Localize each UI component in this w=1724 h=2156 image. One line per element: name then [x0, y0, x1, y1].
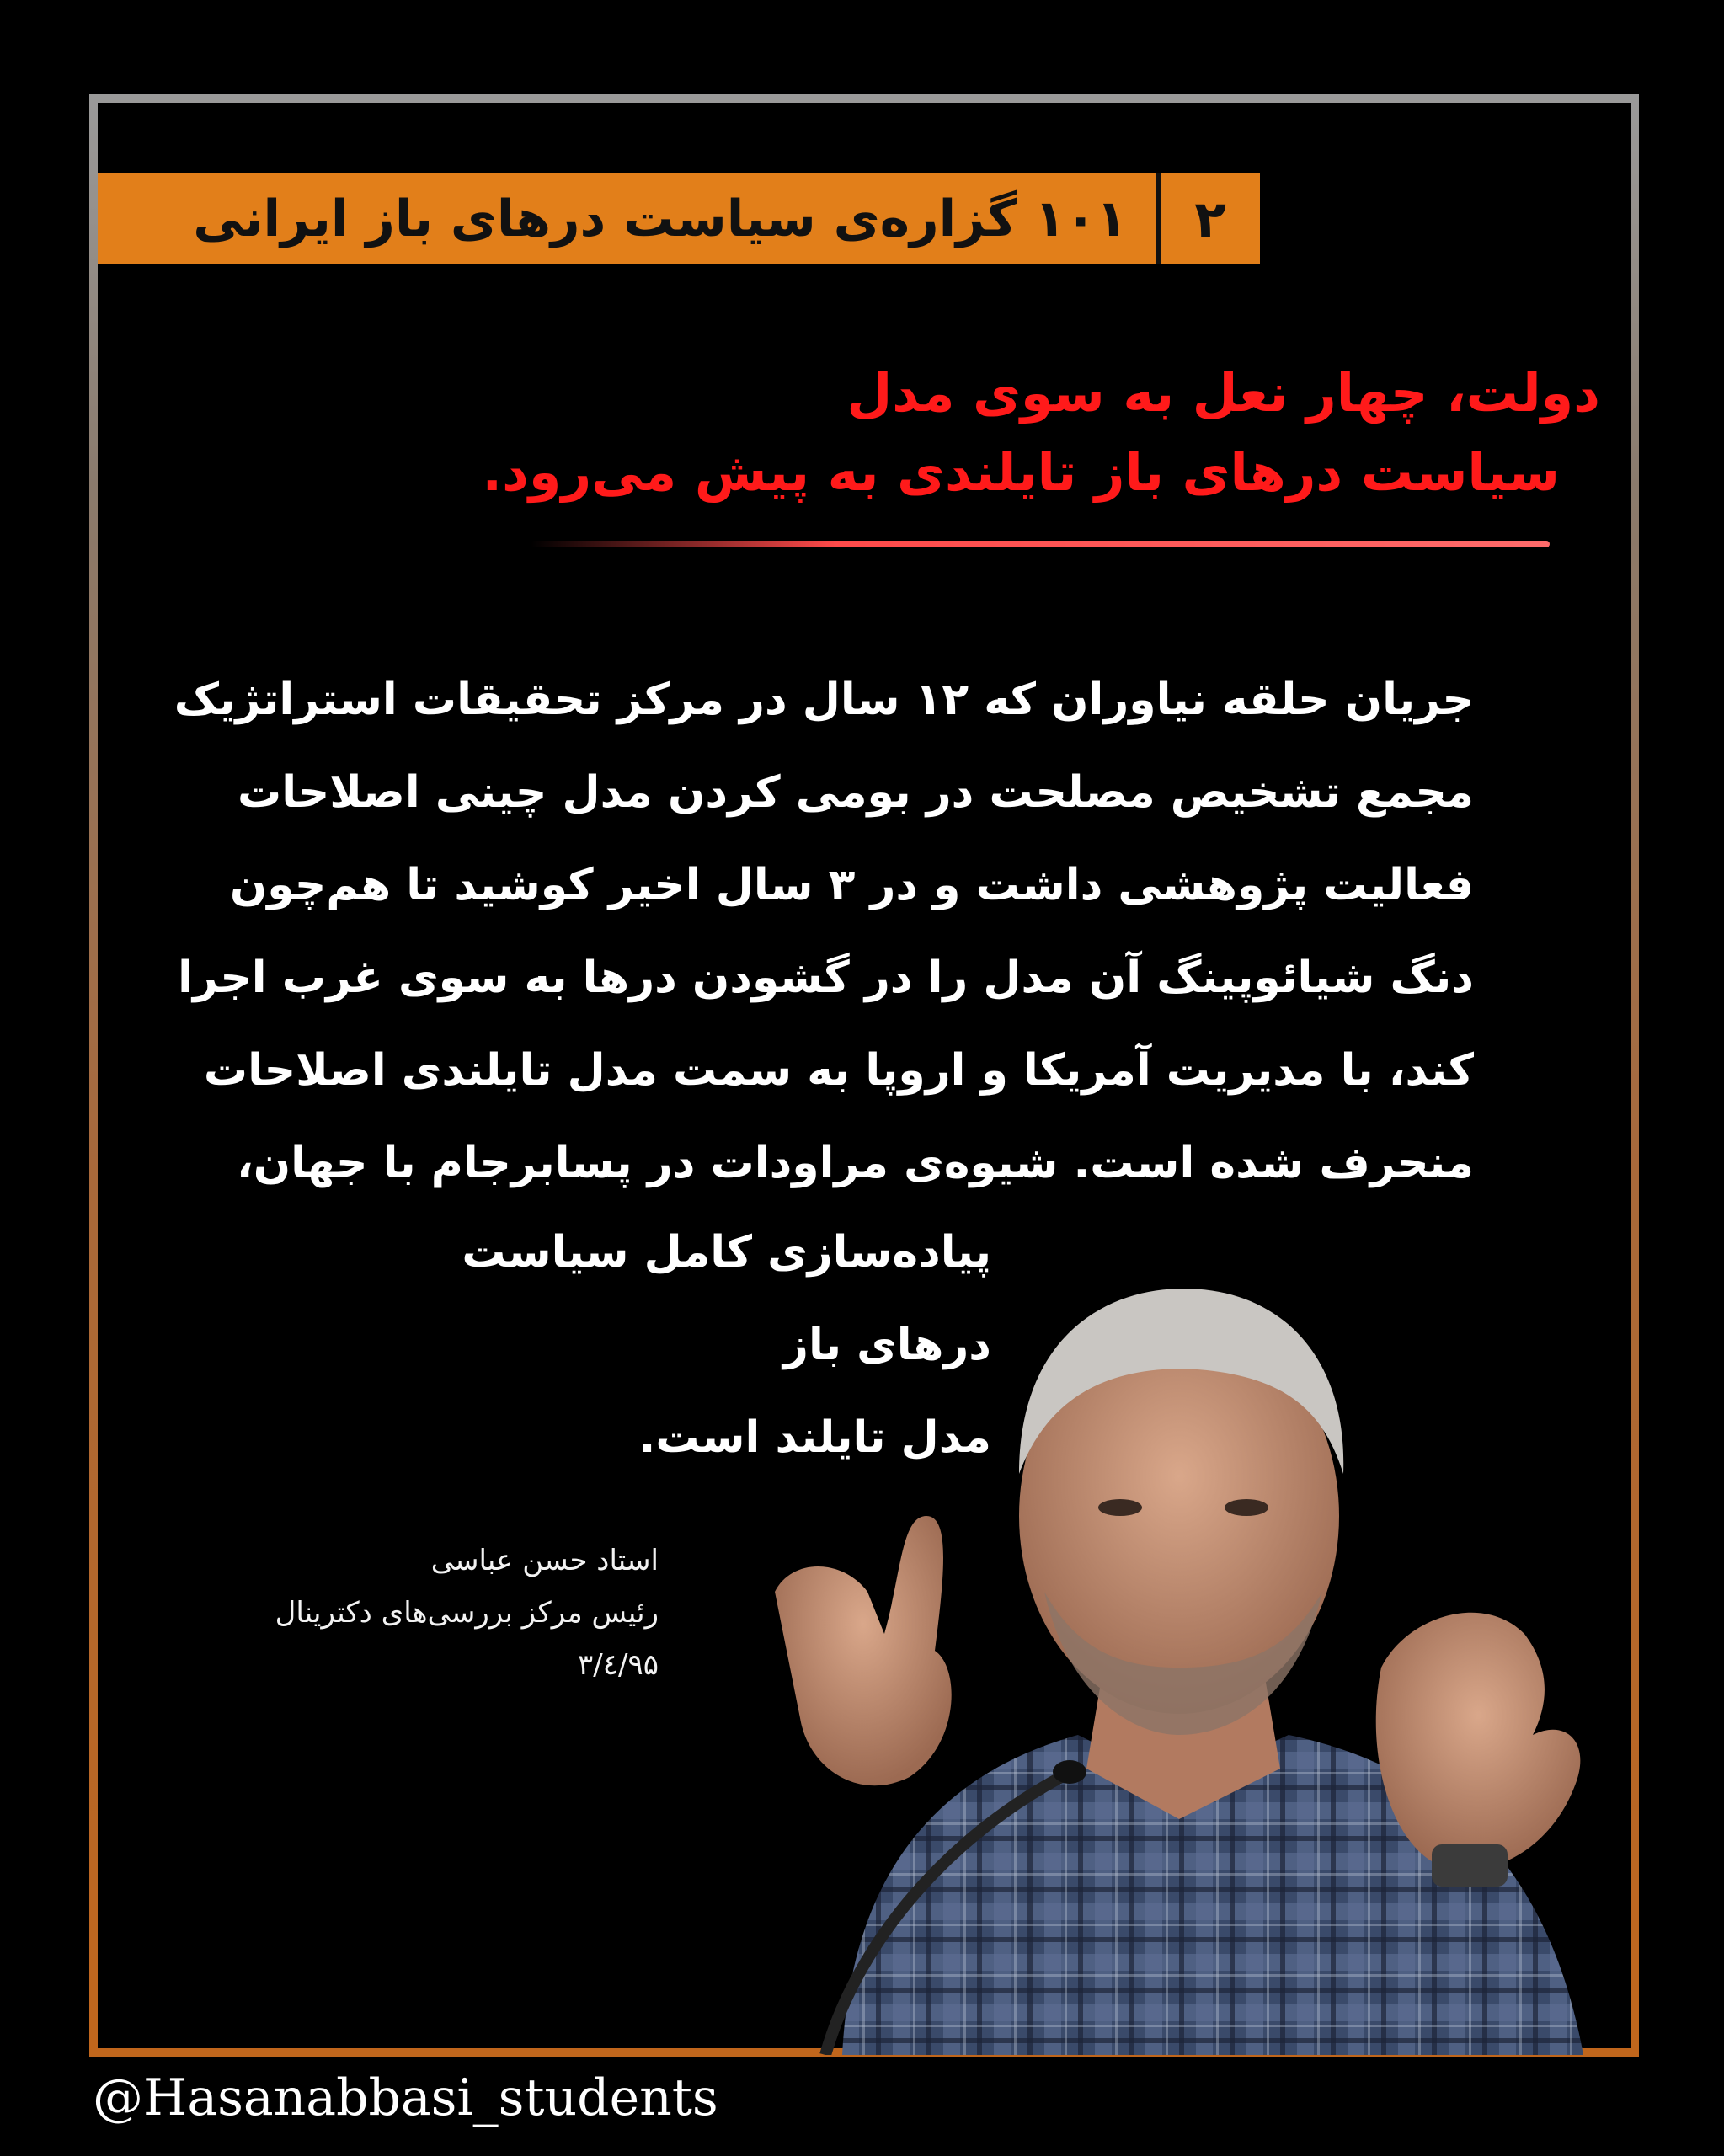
- signature-date: ۹۵/٤/۳: [578, 1648, 659, 1682]
- headline: [455, 354, 1600, 512]
- left-hand: [775, 1516, 952, 1785]
- series-number: ۲: [1194, 188, 1226, 250]
- body-tail-line: پیاده‌سازی کامل سیاست درهای باز: [462, 1227, 991, 1370]
- headline-underline: [531, 541, 1550, 547]
- body-paragraph: [173, 654, 1474, 1209]
- headline-line-2: سیاست درهای باز تایلندی به پیش می‌رود.: [482, 441, 1560, 503]
- banner-divider: [1156, 173, 1161, 264]
- body-line: جریان حلقه نیاوران که ۱۲ سال در مرکز تحقیقات استراتژیک: [173, 675, 1474, 725]
- right-hand: [1376, 1613, 1581, 1870]
- body-line: فعالیت پژوهشی داشت و در ۳ سال اخیر کوشید تا هم‌چون: [229, 860, 1474, 910]
- headline-line-1: دولت، چهار نعل به سوی مدل: [846, 362, 1600, 424]
- social-handle: @Hasanabbasi_students: [93, 2068, 718, 2127]
- speaker-portrait: [741, 1196, 1634, 2055]
- body-line: کند، با مدیریت آمریکا و اروپا به سمت مدل تایلندی اصلاحات: [203, 1045, 1474, 1096]
- series-title: ۱۰۱ گزاره‌ی سیاست درهای باز ایرانی: [193, 189, 1128, 248]
- signature-role: رئیس مرکز بررسی‌های دکترینال: [275, 1596, 659, 1630]
- signature-name: استاد حسن عباسی: [430, 1544, 659, 1577]
- body-tail-line: مدل تایلند است.: [638, 1412, 991, 1463]
- signature: [69, 1534, 659, 1691]
- header-banner: [98, 173, 1260, 264]
- body-line: مجمع تشخیص مصلحت در بومی کردن مدل چینی اصلاحات: [237, 767, 1474, 818]
- body-line: منحرف شده است. شیوه‌ی مراودات در پسابرجام با جهان،: [237, 1138, 1474, 1188]
- body-line: دنگ شیائوپینگ آن مدل را در گشودن درها به سوی غرب اجرا: [178, 953, 1474, 1003]
